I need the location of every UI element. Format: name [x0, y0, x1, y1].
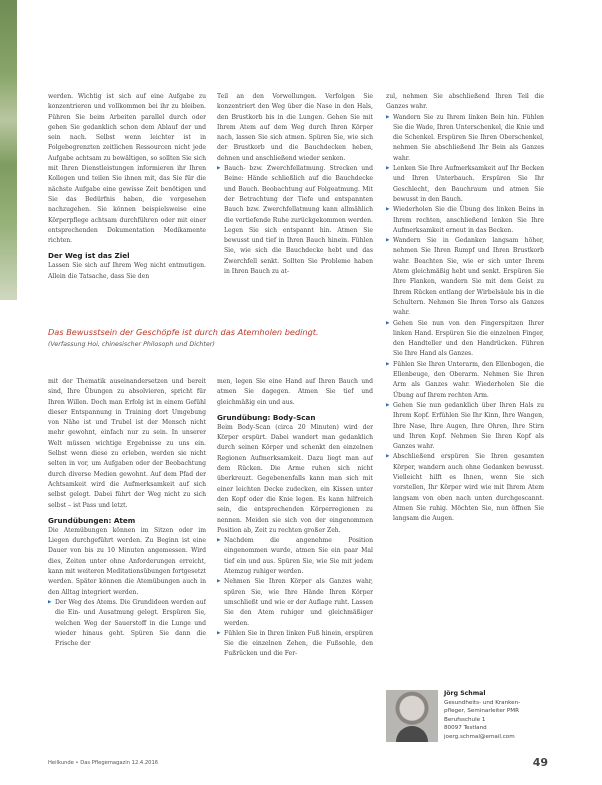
quote-text: Das Bewusstsein der Geschöpfe ist durch das Atemholen bedingt.: [48, 327, 319, 337]
author-name: Jörg Schmal: [444, 690, 486, 697]
list-item: ▶ Fühlen Sie in Ihren linken Fuß hinein, erspüren Sie die einzelnen Zehen, die Fußsohle, den Fußrücken und die Fer-: [217, 629, 373, 660]
column-5: [217, 377, 373, 742]
paragraph: Beim Body-Scan (circa 20 Minuten) wird der Körper erspürt. Dabei wandert man gedanklich durch seinen Körper und schenkt den einzelnen Regionen Aufmerksamkeit. Dazu liegt man auf dem Rücken. Die Arme ruhen sich nicht überkreuzt. Gegebenenfalls kann man sich mit einer leichten Decke zudecken, ein Kissen unter den Kopf oder die Knie legen. Es kann hilfreich sein, die entsprechenden Körperregionen zu nennen. Meiden sie sich von der eingenommen Position ab, Zeit zu rechten großer Zeh.: [217, 423, 373, 534]
bullet-list: [386, 113, 544, 525]
author-box: [386, 690, 546, 742]
author-line: 80097 Testland: [444, 725, 487, 732]
heading-atem: Grundübungen: Atem: [48, 515, 136, 525]
list-item: ▶ Der Weg des Atems. Die Grundideen werden auf die Ein- und Ausatmung gelegt. Erspüren Sie, welchen Weg der Sauerstoff in die Lunge und wieder hinaus geht. Spüren Sie dann die Frische der: [48, 598, 206, 649]
paragraph: mit der Thematik auseinandersetzen und bereit sind, Ihre Übungen zu absolvieren, spricht für Ihren Willen. Doch man Erfolg ist in einem Gefühl dieser Entspannung in Training dort Umgebung von Nähe ist und Trubel ist der Mensch nicht mehr gewohnt, einfach nur zu sein. In unserer Welt müssen wichtige Ergebnisse zu uns ein. Selbst wenn diese zu erleben, werden sie nicht selten in vor, um Aufgaben oder der Beobachtung durch diverse Medien gewohnt. Auf dem Pfad der Achtsamkeit wird die Aufmerksamkeit auf sich selbst gelegt. Dabei führt der Weg nicht zu sich selbst – ist Pass und letzt.: [48, 378, 206, 509]
list-item: ▶ Wiederholen Sie die Übung des linken Beins in Ihrem rechten, anschließend lenken Sie Ihre Aufmerksamkeit erneut in das Becken.: [386, 205, 544, 236]
author-line: joerg.schmal@email.com: [444, 733, 515, 740]
paragraph: Teil an den Vorwellungen. Verfolgen Sie konzentriert den Weg über die Nase in den Hals, den Brustkorb bis in die Lungen. Gehen Sie mit Ihrem Atem auf dem Weg durch Ihren Körper nach, lassen Sie sich atmen. Spüren Sie, wie sich der Brustkorb und die Bauchdecken heben, dehnen und anschließend wieder senken.: [217, 93, 373, 162]
list-item: ▶ Nehmen Sie Ihren Körper als Ganzes wahr, spüren Sie, wie Ihre Hände Ihren Körper umschließt und wie er der Auflage ruht. Lassen Sie den Atem ruhiger und gleichmäßiger werden.: [217, 577, 373, 628]
heading-body-scan: Grundübung: Body-Scan: [217, 412, 316, 422]
quote-source: (Verfassung Hoi, chinesischer Philosoph und Dichter): [48, 341, 215, 348]
bullet-list: [48, 598, 206, 649]
column-3: [386, 92, 544, 682]
list-item: ▶ Nachdem die angenehme Position eingenommen wurde, atmen Sie ein paar Mal tief ein und aus. Spüren Sie, wie Sie mit jedem Atemzug ruhiger werden.: [217, 536, 373, 577]
list-item: ▶ Fühlen Sie Ihren Unterarm, den Ellenbogen, die Ellenbeuge, den Oberarm. Nehmen Sie Ihren Arm als Ganzes wahr. Wiederholen Sie die Übung auf Ihrem rechten Arm.: [386, 360, 544, 401]
page-number: 49: [532, 756, 548, 769]
photo-edge: [0, 0, 17, 300]
author-line: pfleger, Seminarleiter PMR: [444, 708, 519, 715]
footer-text: Heilkunde • Das Pflegemagazin 12.4.2016: [48, 760, 159, 766]
paragraph: Die Atemübungen können im Sitzen oder im Liegen durchgeführt werden. Zu Beginn ist eine Dauer von bis zu 10 Minuten angemessen. Wird dies, Zeiten unter ohne Anforderungen erreicht, kann mit weiteren Meditationsübungen fortgesetzt werden. Später können die Atemübungen auch in den Alltag integriert werden.: [48, 526, 206, 596]
bullet-list: [217, 164, 373, 277]
list-item: ▶ Wandern Sie in Gedanken langsam höher, nehmen Sie Ihren Rumpf und Ihren Brustkorb wahr. Beachten Sie, wie er sich unter Ihrem Atem gleichmäßig hebt und senkt. Erspüren Sie Ihre Flanken, wandern Sie mit dem Geist zu Ihrem Rücken entlang der Wirbelsäule bis in die Schultern. Nehmen Sie Ihren Torso als Ganzes wahr.: [386, 236, 544, 318]
author-photo: [386, 690, 438, 742]
author-line: Berufsschule 1: [444, 716, 486, 723]
page-footer: [48, 756, 548, 769]
column-4: [48, 377, 206, 742]
list-item: ▶ Abschließend erspüren Sie Ihren gesamten Körper, wandern auch ohne Gedanken bewusst. Vielleicht hilft es Ihnen, wenn Sie sich vorstellen, Ihr Körper wird wie mit Ihrem Atem langsam von oben nach unten durchgescannt. Atmen Sie ruhig. Möchten Sie, nun öffnen Sie langsam die Augen.: [386, 452, 544, 524]
paragraph: zul, nehmen Sie abschließend Ihren Teil die Ganzes wahr.: [386, 93, 544, 111]
pull-quote: [48, 326, 378, 350]
heading-der-weg: Der Weg ist das Ziel: [48, 251, 130, 261]
author-line: Gesundheits- und Kranken-: [444, 699, 521, 706]
author-info: [444, 690, 546, 742]
bullet-list: [217, 536, 373, 660]
list-item: ▶ Gehen Sie nun von den Fingerspitzen Ihrer linken Hand. Erspüren Sie die einzelnen Finger, den Handteller und den Handrücken. Führen Sie Ihre Hand als Ganzes.: [386, 319, 544, 360]
column-1: [48, 92, 206, 324]
list-item: ▶ Wandern Sie zu Ihrem linken Bein hin. Fühlen Sie die Wade, Ihren Unterschenkel, die Knie und die Schenkel. Erspüren Sie Ihren Oberschenkel, nehmen Sie abschließend Ihr Bein als Ganzes wahr.: [386, 113, 544, 164]
list-item: ▶ Bauch- bzw. Zwerchfellatmung. Strecken und Beine: Hände schließlich auf die Bauchdecke und Bauch. Beobachtung auf Folgeatmung. Mit der Betrachtung der Tiefe und entspannten Bauch bzw. Zwerchfellatmung kann allmählich die vertiefende Ruhe zurückgekommen werden. Legen Sie sich entspannt hin. Atmen Sie bewusst und tief in Ihren Bauch hinein. Fühlen Sie, wie sich die Bauchdecke hebt und das Zwerchfell senkt. Sollten Sie Probleme haben in Ihren Bauch zu at-: [217, 164, 373, 277]
paragraph: werden. Wichtig ist sich auf eine Aufgabe zu konzentrieren und vollkommen bei ihr zu bleiben. Führen Sie beim Arbeiten parallel durch oder gehen Sie gedanklich schon dem Ablauf der und sein nach. Selbst wenn leichter ist in Folgebegrenzten zeitlichen Ressourcen nicht jede Aufgabe achtsam zu bewältigen, so sollten Sie sich mit Ihren Dienstleistungen informieren ihr Ihren Kollegen und teilen Sie ihnen mit, das Sie für die nächste Aufgabe eine gewisse Zeit benötigen und Sie das Bedürfnis haben, die vorgesehen nachzugehen. Sie können beispielsweise eine Körperpflege achtsam durchführen oder mit einer entsprechenden Dokumentation Medikamente richten.: [48, 93, 206, 245]
column-2: [217, 92, 373, 324]
list-item: ▶ Lenken Sie Ihre Aufmerksamkeit auf Ihr Becken und Ihren Unterbauch. Erspüren Sie Ihr Geschlecht, den Bauchraum und atmen Sie bewusst in den Bauch.: [386, 164, 544, 205]
paragraph: men, legen Sie eine Hand auf Ihren Bauch und atmen Sie dagegen. Atmen Sie tief und gleichmäßig ein und aus.: [217, 378, 373, 406]
list-item: ▶ Gehen Sie nun gedanklich über Ihren Hals zu Ihrem Kopf. Erfühlen Sie Ihr Kinn, Ihre Wangen, Ihre Nase, Ihre Augen, Ihre Ohren, Ihre Stirn und Ihren Kopf. Nehmen Sie Ihren Kopf als Ganzes wahr.: [386, 401, 544, 452]
paragraph: Lassen Sie sich auf Ihrem Weg nicht entmutigen. Allein die Tatsache, dass Sie den: [48, 262, 206, 280]
